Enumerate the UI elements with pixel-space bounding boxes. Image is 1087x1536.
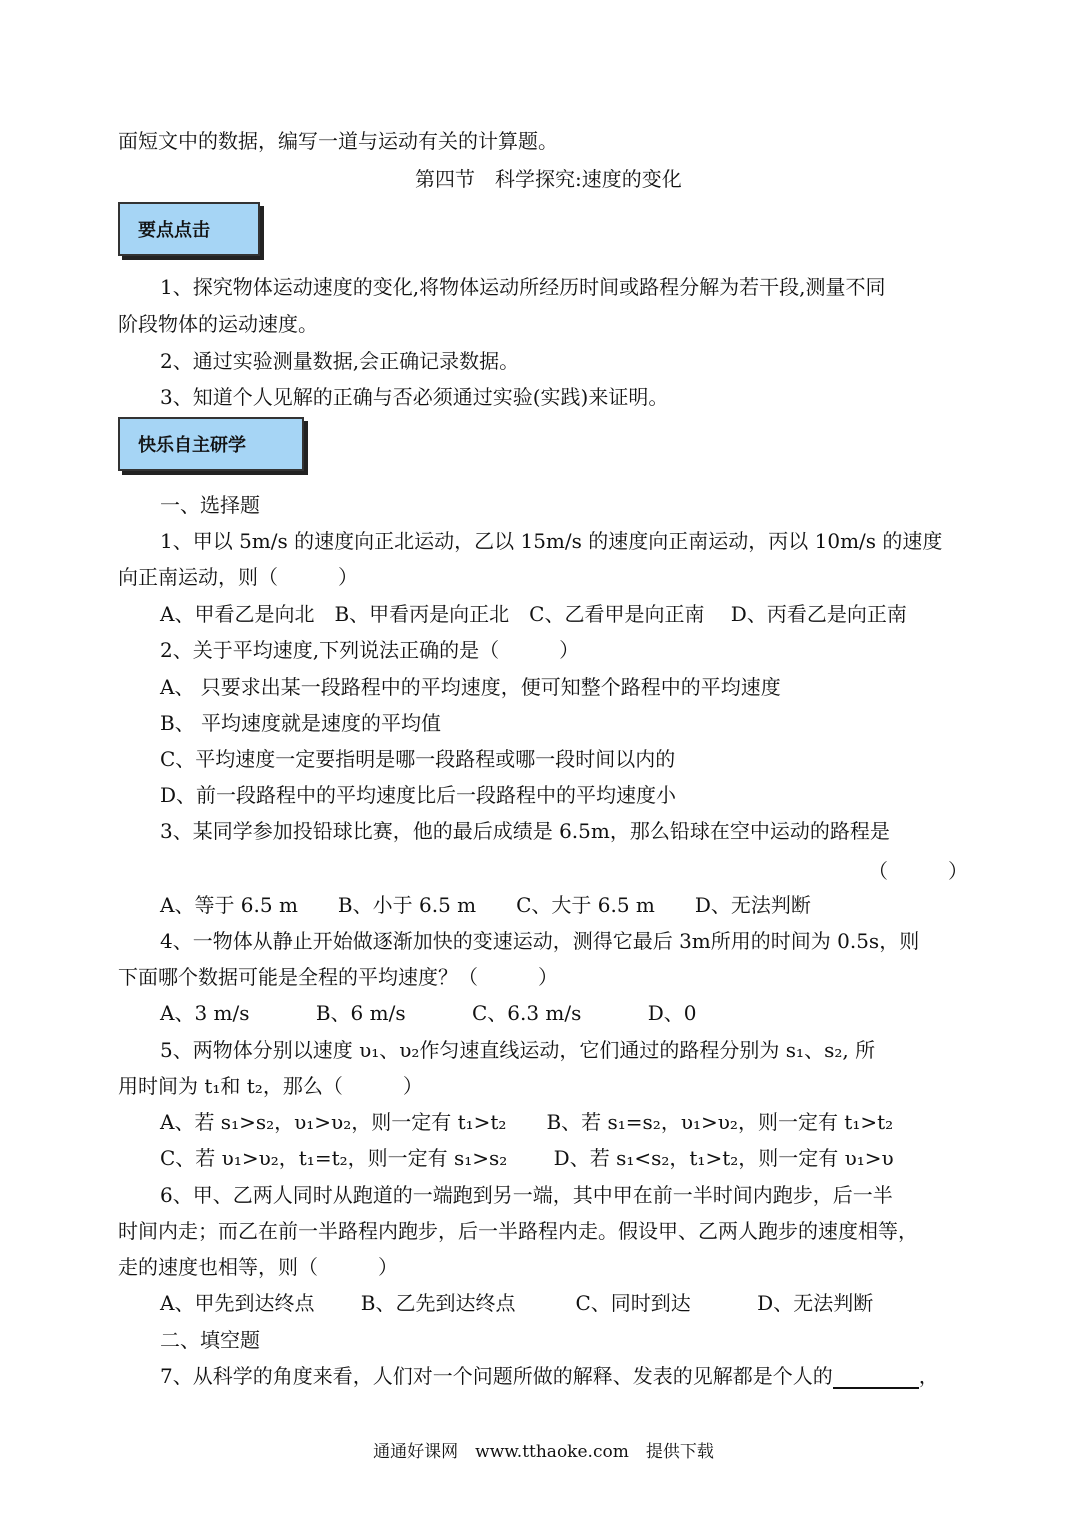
point-2: 2、通过实验测量数据,会正确记录数据。 [160,349,520,373]
question-3-options: A、等于 6.5 m B、小于 6.5 m C、大于 6.5 m D、无法判断 [160,893,811,917]
question-2-option-d: D、前一段路程中的平均速度比后一段路程中的平均速度小 [160,783,677,807]
point-1-line-2: 阶段物体的运动速度。 [118,312,318,336]
self-study-header-box: 快乐自主研学 [118,417,304,471]
question-7 [160,1363,939,1389]
question-4-options: A、3 m/s B、6 m/s C、6.3 m/s D、0 [160,1001,697,1025]
question-7-answer-blank [833,1365,919,1389]
question-1-line-2: 向正南运动，则（ ） [118,565,358,589]
question-6-line-1: 6、甲、乙两人同时从跑道的一端跑到另一端，其中甲在前一半时间内跑步，后一半 [160,1183,893,1207]
question-1-line-1: 1、甲以 5m/s 的速度向正北运动，乙以 15m/s 的速度向正南运动，丙以 10m/s 的速度 [160,529,943,553]
point-1-line-1: 1、探究物体运动速度的变化,将物体运动所经历时间或路程分解为若干段,测量不同 [160,275,886,299]
question-1-options: A、甲看乙是向北 B、甲看丙是向正北 C、乙看甲是向正南 D、丙看乙是向正南 [160,602,907,626]
question-3-answer-paren: （ ） [868,859,968,883]
section-title: 第四节 科学探究:速度的变化 [415,167,682,191]
question-2-option-b: B、 平均速度就是速度的平均值 [160,711,442,735]
question-3-stem: 3、某同学参加投铅球比赛，他的最后成绩是 6.5m，那么铅球在空中运动的路程是 [160,819,890,843]
question-5-line-1: 5、两物体分别以速度 υ₁、υ₂作匀速直线运动，它们通过的路程分别为 s₁、s₂, 所 [160,1038,876,1062]
question-6-options: A、甲先到达终点 B、乙先到达终点 C、同时到达 D、无法判断 [160,1291,874,1315]
part-1-heading: 一、选择题 [160,493,260,517]
question-6-line-3: 走的速度也相等，则（ ） [118,1255,398,1279]
question-7-text: 7、从科学的角度来看，人们对一个问题所做的解释、发表的见解都是个人的 [160,1364,833,1388]
question-5-options-cd: C、若 υ₁>υ₂，t₁=t₂，则一定有 s₁>s₂ D、若 s₁<s₂，t₁>t₂，则一定有 υ₁>υ [160,1146,894,1170]
question-7-tail: ， [918,1364,939,1388]
question-4-line-2: 下面哪个数据可能是全程的平均速度？（ ） [118,965,558,989]
question-2-option-a: A、 只要求出某一段路程中的平均速度，便可知整个路程中的平均速度 [160,675,781,699]
key-points-header-box: 要点点击 [118,202,260,256]
point-3: 3、知道个人见解的正确与否必须通过实验(实践)来证明。 [160,385,669,409]
intro-tail-text: 面短文中的数据，编写一道与运动有关的计算题。 [118,129,558,153]
question-5-options-ab: A、若 s₁>s₂，υ₁>υ₂，则一定有 t₁>t₂ B、若 s₁=s₂，υ₁>υ₂，则一定有 t₁>t₂ [160,1110,894,1134]
question-2-option-c: C、平均速度一定要指明是哪一段路程或哪一段时间以内的 [160,747,676,771]
page-footer: 通通好课网 www.tthaoke.com 提供下载 [373,1442,714,1462]
question-6-line-2: 时间内走；而乙在前一半路程内跑步，后一半路程内走。假设甲、乙两人跑步的速度相等， [118,1219,918,1243]
part-2-heading: 二、填空题 [160,1328,260,1352]
question-5-line-2: 用时间为 t₁和 t₂，那么（ ） [118,1074,423,1098]
question-2-stem: 2、关于平均速度,下列说法正确的是（ ） [160,638,580,662]
question-4-line-1: 4、一物体从静止开始做逐渐加快的变速运动，测得它最后 3m所用的时间为 0.5s，则 [160,929,920,953]
